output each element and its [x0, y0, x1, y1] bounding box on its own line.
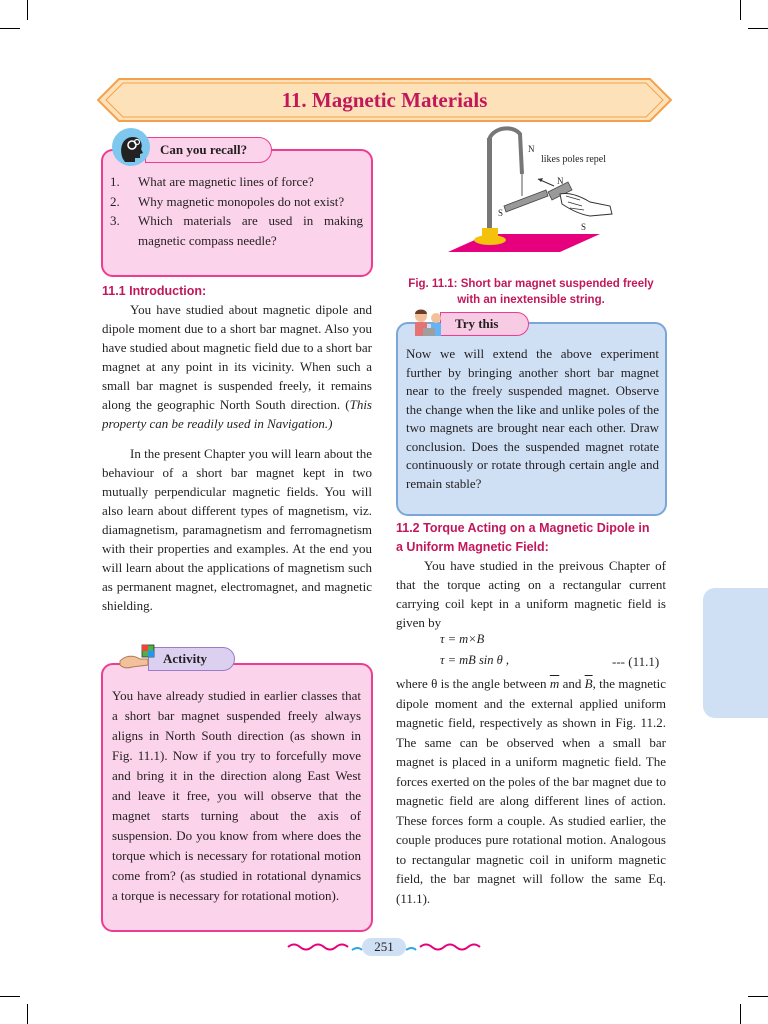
kids-experiment-svg: [409, 306, 447, 340]
vector-m: $\overline{m}$: [549, 676, 560, 691]
intro-paragraph-1: You have studied about magnetic dipole and dipole moment due to a short bar magnet. Also you have studied about magnetic field due to a short bar magnet at any point in its vicinity. When such a small bar magnet is suspended freely, it remains along the geographic North South direction. (This property can be readily used in Navigation.): [102, 302, 372, 431]
figure-label-likes: likes poles repel: [541, 154, 606, 165]
vector-b: $\overline{B}$: [584, 676, 593, 691]
chapter-title-banner: [97, 78, 672, 122]
try-this-tag-label: Try this: [455, 316, 499, 331]
figure-label-s2: S: [581, 222, 587, 232]
activity-tag-label: Activity: [163, 651, 208, 666]
equation-scalar-form: τ = mB sin θ ,: [440, 653, 510, 667]
recall-tag: [145, 137, 272, 163]
page-footer: [286, 936, 482, 958]
figure-caption: Fig. 11.1: Short bar magnet suspended freely with an inextensible string.: [408, 278, 654, 306]
page-title: 11. Magnetic Materials: [281, 88, 488, 112]
side-tab: [703, 588, 768, 718]
crop-mark: [740, 0, 741, 20]
head-gears-icon: [111, 127, 151, 167]
page-number: 251: [374, 939, 394, 954]
activity-text: You have already studied in earlier classes that a short bar magnet suspended freely always aligns in North South direction (as shown in Fig. 11.1). Now if you try to forcefully move and bring it in the direction along East West and leave it free, you will observe that the magnet starts turning about the axis of suspension. Do you know from where does the torque which is necessary for rotational motion come from? (as studied in rotational dynamics a torque is necessary for rotational motion).: [112, 688, 361, 903]
equation-number: --- (11.1): [612, 654, 660, 669]
try-this-tag: [440, 312, 529, 336]
crop-mark: [748, 28, 768, 29]
figure-11-1: [440, 124, 670, 274]
torque-paragraph-1: You have studied in the preivous Chapter of that the torque acting on a rectangular current carrying coil kept in a uniform magnetic field is given by: [396, 558, 666, 630]
recall-list-wrapper: [110, 172, 363, 250]
figure-label-n1: N: [528, 144, 535, 154]
head-gears-svg: [111, 127, 151, 167]
crop-mark: [0, 996, 20, 997]
figure-label-n2: N: [557, 176, 564, 186]
list-item: 2. Why magnetic monopoles do not exist?: [110, 193, 345, 209]
activity-tag: [148, 647, 235, 671]
section-heading-torque: 11.2 Torque Acting on a Magnetic Dipole in a Uniform Magnetic Field:: [396, 521, 650, 554]
intro-paragraph-2: In the present Chapter you will learn about the behaviour of a short bar magnet kept in two mutually perpendicular magnetic fields. You will also learn about different types of magnetism, viz. diamagnetism, paramagnetism and ferromagnetism with their properties and examples. At the end you will learn about the applications of magnetism such as permanent magnet, electromagnet, and magnetic shielding.: [102, 446, 372, 613]
hand-cube-svg: [118, 641, 158, 673]
section-heading-introduction: 11.1 Introduction:: [102, 284, 207, 298]
crop-mark: [740, 1004, 741, 1024]
try-this-text: Now we will extend the above experiment further by bringing another short bar magnet near to the freely suspended magnet. Observe the change when the like and unlike poles of the two magnets are brought near each other. Draw conclusion. Does the suspended magnet rotate continuously or rotate through certain angle and remain stable?: [406, 346, 659, 491]
crop-mark: [0, 28, 20, 29]
recall-tag-label: Can you recall?: [160, 142, 248, 157]
list-item: 1. What are magnetic lines of force?: [110, 174, 314, 189]
list-item: 3. Which materials are used in making magnetic compass needle?: [110, 213, 363, 248]
figure-label-s1: S: [498, 208, 504, 218]
crop-mark: [748, 996, 768, 997]
crop-mark: [27, 0, 28, 20]
crop-mark: [27, 1004, 28, 1024]
torque-paragraph-2: where θ is the angle between $\overline{m}$ and $\overline{B}$, the magnetic dipole moment and the external applied uniform magnetic field, respectively as shown in Fig. 11.2. The same can be observed when a small bar magnet is placed in a uniform magnetic field. The forces exerted on the poles of the bar magnet due to magnetic field are along different lines of action. These forces form a couple. As studied earlier, the couple produces pure rotational motion. Analogous to rectangular magnetic coil in uniform magnetic field, the bar magnet will follow the same Eq. (11.1).: [396, 676, 667, 906]
recall-list: [110, 172, 363, 250]
suspended-magnet-illustration: [440, 124, 670, 274]
hand-cube-icon: [118, 641, 158, 673]
kids-experiment-icon: [409, 306, 447, 340]
equation-vector-form: τ = m×B: [440, 632, 485, 646]
